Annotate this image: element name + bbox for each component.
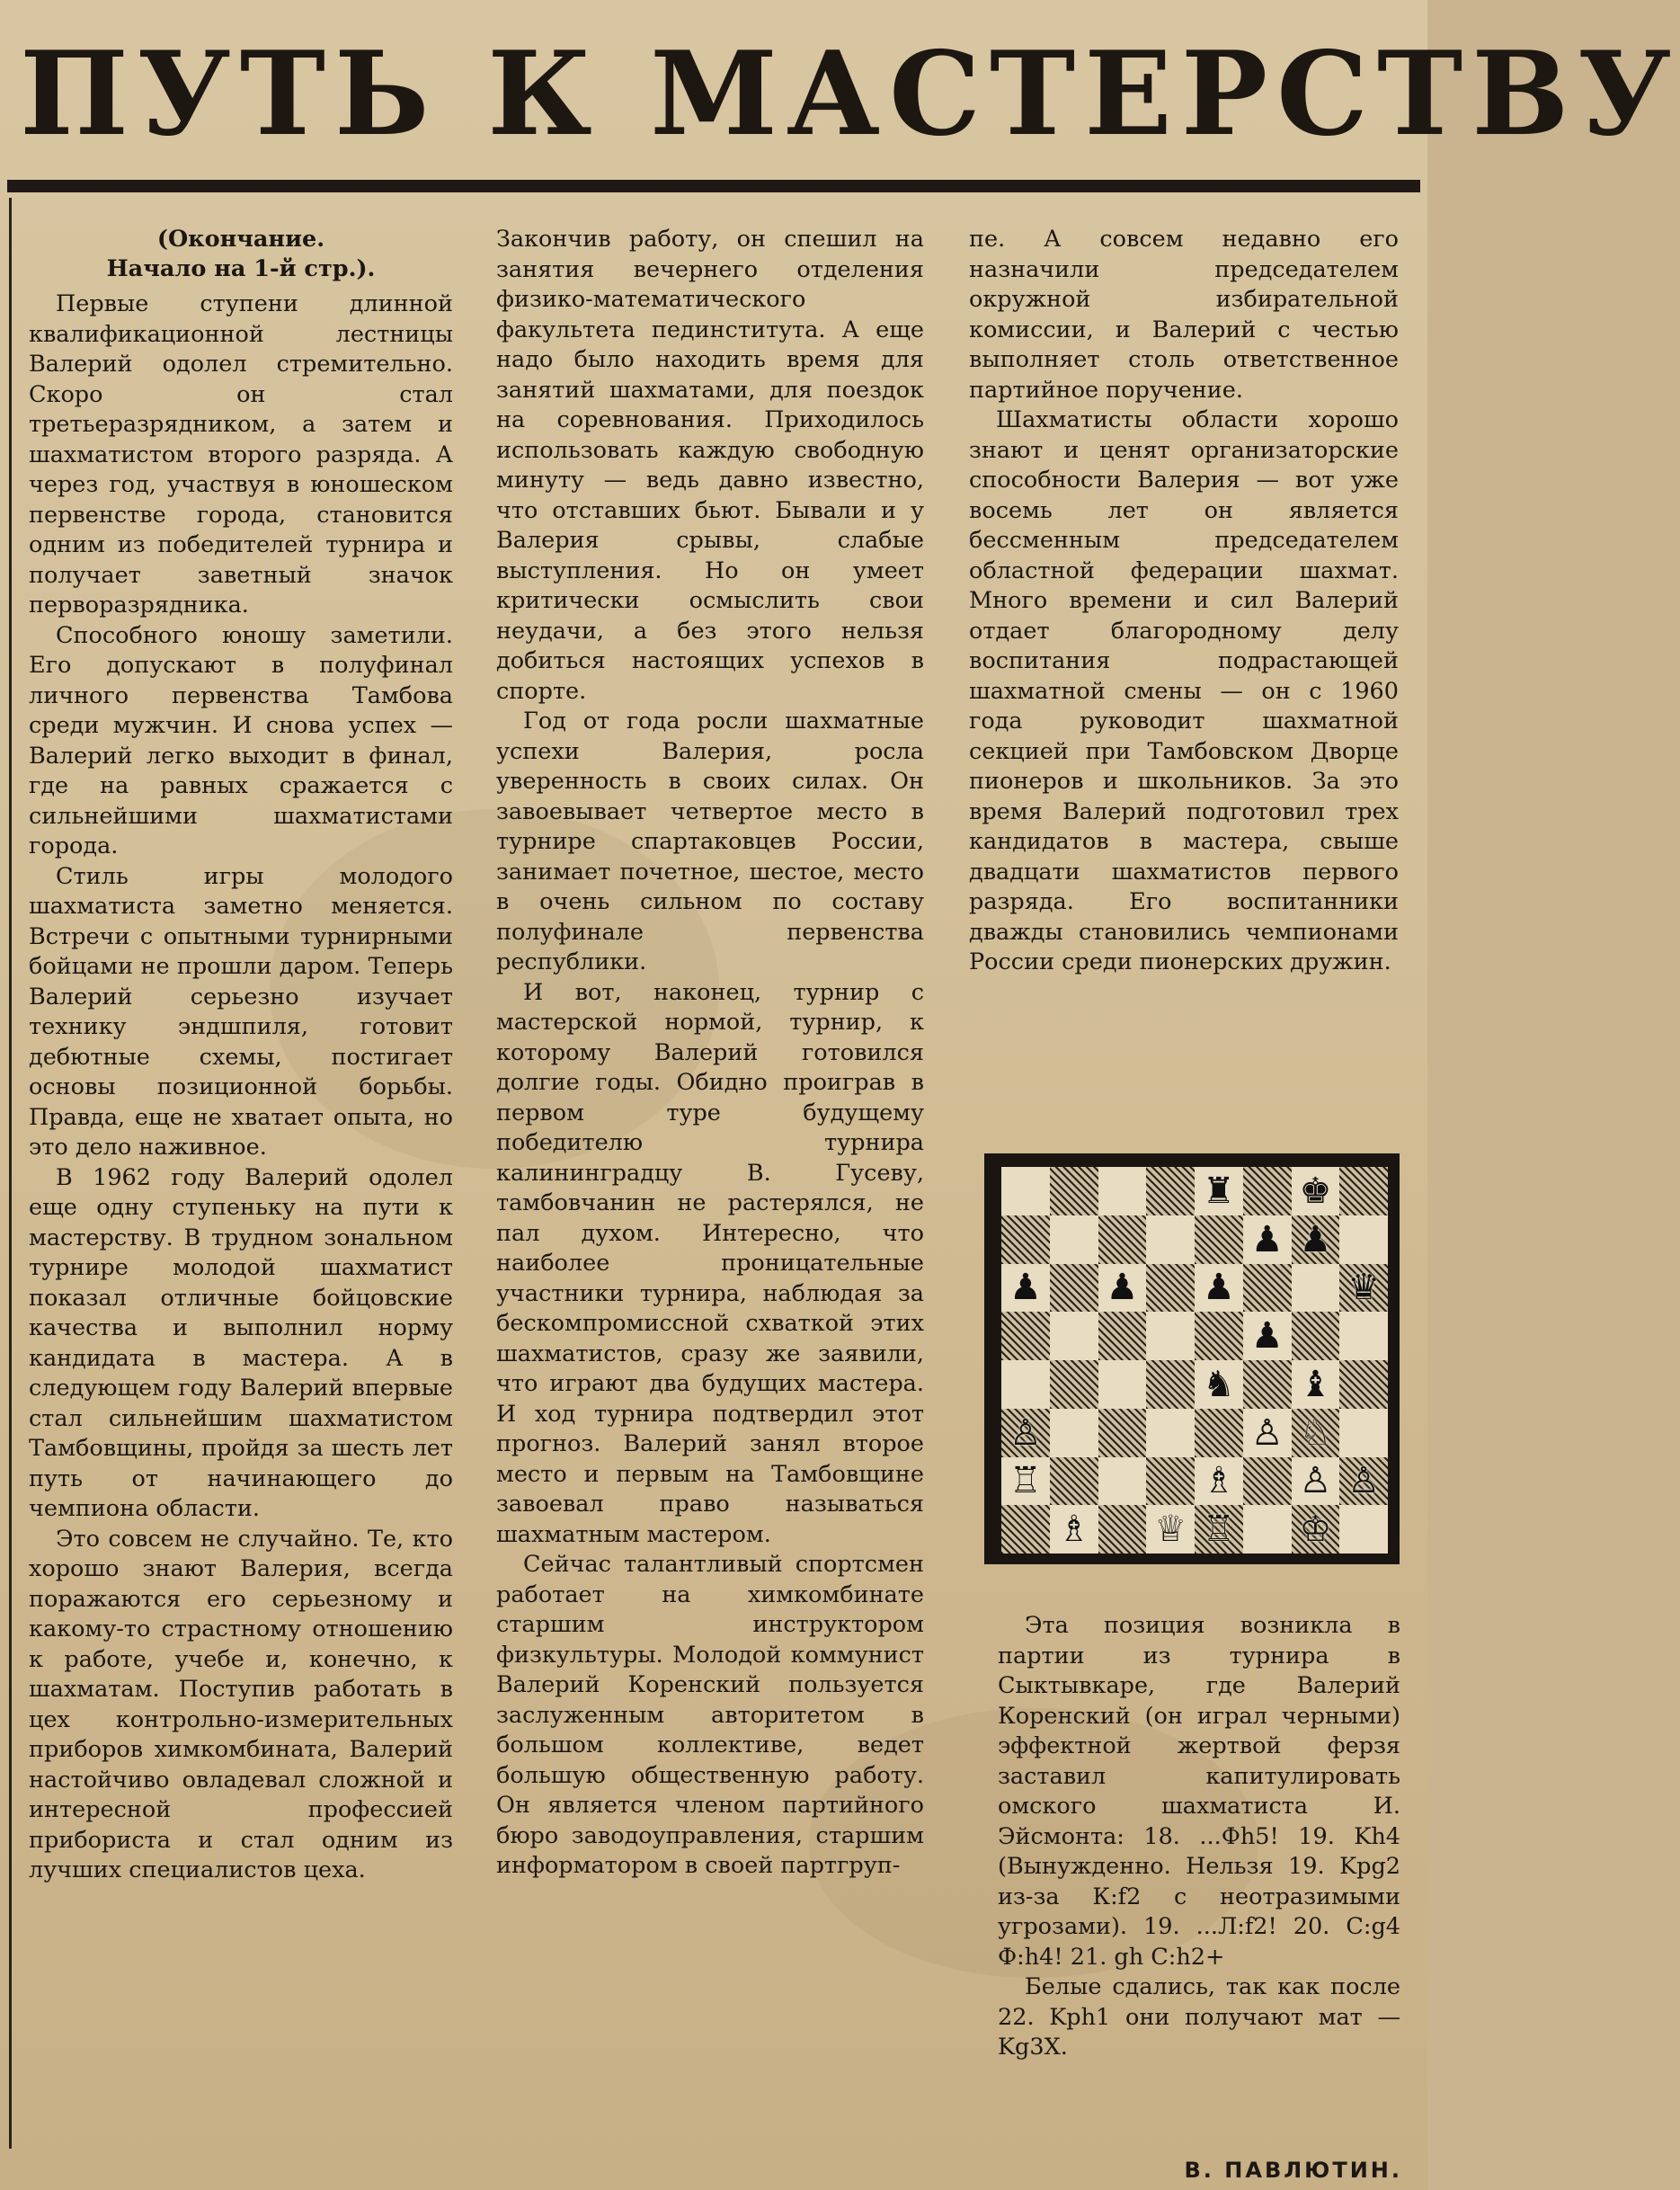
chess-piece: ♔ (1299, 1509, 1332, 1551)
board-square (1292, 1264, 1340, 1313)
paragraph: Первые ступени длинной квалификационной лестницы Валерий одолел стремительно. Скоро он стал третьеразрядником, а затем и шахматистом второго разряда. А через год, участвуя в юношеском первенстве города, становится одним из победителей турнира и получает заветный значок перворазрядника. (29, 290, 453, 619)
board-square (1195, 1409, 1243, 1457)
continuation-note-line-1: (Окончание. (156, 226, 325, 253)
article-column-2 (496, 225, 924, 1882)
board-square (1292, 1312, 1340, 1360)
board-square (1146, 1505, 1195, 1553)
chess-diagram (984, 1153, 1400, 1564)
left-frame-line (9, 198, 12, 2149)
board-square (1243, 1264, 1292, 1313)
board-square (1098, 1167, 1147, 1215)
board-square (1098, 1505, 1147, 1553)
chess-piece: ♟ (1106, 1267, 1139, 1309)
board-square (1243, 1505, 1292, 1553)
article-column-1 (29, 225, 453, 1886)
board-square (1195, 1264, 1243, 1313)
chess-piece: ♗ (1057, 1509, 1090, 1551)
paragraph: И вот, наконец, турнир с мастерской нормой, турнир, к которому Валерий готовился долгие годы. Обидно проиграв в первом туре будущему победителю турнира калининградцу В. Гусеву, тамбовчанин не растерялся, не пал духом. Интересно, что наиболее проницательные участники турнира, наблюдая за бескомпромиссной схваткой этих шахматистов, сразу же заявили, что играют два будущих мастера. И ход турнира подтвердил этот прогноз. Валерий занял второе место и первым на Тамбовщине завоевал право называться шахматным мастером. (496, 978, 924, 1548)
board-square (1098, 1215, 1147, 1264)
paragraph: Белые сдались, так как после 22. Kph1 они получают мат — Kg3X. (998, 1973, 1400, 2061)
chess-piece: ♟ (1299, 1218, 1332, 1260)
article-column-3 (969, 225, 1399, 978)
board-square (1195, 1215, 1243, 1264)
board-square (1001, 1167, 1050, 1215)
chess-piece: ♙ (1250, 1411, 1284, 1454)
board-square (1146, 1312, 1195, 1360)
board-square (1001, 1505, 1050, 1553)
board-square (1339, 1457, 1388, 1506)
headline: ПУТЬ К МАСТЕРСТВУ (20, 27, 1680, 162)
continuation-note (29, 225, 453, 284)
board-square (1146, 1457, 1195, 1506)
chess-piece: ♞ (1202, 1363, 1235, 1405)
board-square (1195, 1457, 1243, 1506)
board-square (1146, 1215, 1195, 1264)
board-square (1050, 1312, 1098, 1360)
board-square (1195, 1360, 1243, 1409)
diagram-commentary (998, 1611, 1400, 2063)
board-square (1195, 1167, 1243, 1215)
board-square (1146, 1409, 1195, 1457)
board-square (1339, 1167, 1388, 1215)
board-square (1001, 1409, 1050, 1457)
chess-piece: ♘ (1299, 1411, 1332, 1454)
board-square (1339, 1264, 1388, 1313)
board-square (1098, 1264, 1147, 1313)
paragraph: Стиль игры молодого шахматиста заметно меняется. Встречи с опытными турнирными бойцами не прошли даром. Теперь Валерий серьезно изучает технику эндшпиля, готовит дебютные схемы, постигает основы позиционной борьбы. Правда, еще не хватает опыта, но это дело наживное. (29, 862, 453, 1161)
board-square (1050, 1505, 1098, 1553)
board-square (1339, 1505, 1388, 1553)
board-square (1243, 1457, 1292, 1506)
chess-piece: ♙ (1009, 1411, 1042, 1454)
board-square (1001, 1457, 1050, 1506)
board-square (1001, 1264, 1050, 1313)
board-square (1001, 1360, 1050, 1409)
board-square (1098, 1312, 1147, 1360)
board-square (1098, 1360, 1147, 1409)
headline-rule (7, 180, 1420, 192)
board-square (1001, 1215, 1050, 1264)
board-square (1243, 1409, 1292, 1457)
chess-piece: ♙ (1347, 1460, 1381, 1502)
chess-piece: ♟ (1009, 1267, 1042, 1309)
board-square (1292, 1409, 1340, 1457)
chess-piece: ♜ (1202, 1170, 1235, 1212)
chess-piece: ♝ (1299, 1363, 1332, 1405)
author-signature: В. ПАВЛЮТИН. (1184, 2158, 1402, 2183)
board-square (1050, 1457, 1098, 1506)
chess-piece: ♟ (1202, 1267, 1235, 1309)
board-square (1050, 1360, 1098, 1409)
board-square (1243, 1312, 1292, 1360)
paragraph: Это совсем не случайно. Те, кто хорошо знают Валерия, всегда поражаются его серьезному и какому-то страстному отношению к работе, учебе и, конечно, к шахматам. Поступив работать в цех контрольно-измерительных приборов химкомбината, Валерий настойчиво овладевал сложной и интересной профессией прибориста и стал одним из лучших специалистов цеха. (29, 1525, 453, 1883)
chess-piece: ♙ (1299, 1460, 1332, 1502)
board-square (1146, 1167, 1195, 1215)
chess-piece: ♟ (1250, 1315, 1284, 1358)
chess-piece: ♖ (1202, 1509, 1235, 1551)
paragraph: Эта позиция возникла в партии из турнира в Сыктывкаре, где Валерий Коренский (он играл черными) эффектной жертвой ферзя заставил капитулировать омского шахматиста И. Эйсмонта: 18. ...Фh5! 19. Kh4 (Вынужденно. Нельзя 19. Kpg2 из-за К:f2 с неотразимыми угрозами). 19. ...Л:f2! 20. C:g4 Ф:h4! 21. gh C:h2+ (998, 1612, 1400, 1971)
board-square (1292, 1215, 1340, 1264)
chess-piece: ♗ (1202, 1460, 1235, 1502)
chess-piece: ♖ (1009, 1460, 1042, 1502)
paragraph: Сейчас талантливый спортсмен работает на химкомбинате старшим инструктором физкультуры. Молодой коммунист Валерий Коренский пользуется заслуженным авторитетом в большом коллективе, ведет большую общественную работу. Он является членом партийного бюро заводоуправления, старшим информатором в своей партгруп- (496, 1551, 924, 1879)
board-square (1195, 1505, 1243, 1553)
board-square (1292, 1505, 1340, 1553)
paragraph: Способного юношу заметили. Его допускают в полуфинал личного первенства Тамбова среди мужчин. И снова успех — Валерий легко выходит в финал, где на равных сражается с сильнейшими шахматистами города. (29, 621, 453, 859)
board-square (1243, 1215, 1292, 1264)
board-square (1243, 1167, 1292, 1215)
board-square (1339, 1215, 1388, 1264)
board-square (1050, 1409, 1098, 1457)
chess-piece: ♚ (1299, 1170, 1332, 1212)
board-square (1292, 1167, 1340, 1215)
board-square (1098, 1457, 1147, 1506)
board-square (1339, 1360, 1388, 1409)
board-square (1292, 1457, 1340, 1506)
paragraph: Шахматисты области хорошо знают и ценят организаторские способности Валерия — вот уже восемь лет он является бессменным председателем областной федерации шахмат. Много времени и сил Валерий отдает благородному делу воспитания подрастающей шахматной смены — он с 1960 года руководит шахматной секцией при Тамбовском Дворце пионеров и школьников. За это время Валерий подготовил трех кандидатов в мастера, свыше двадцати шахматистов первого разряда. Его воспитанники дважды становились чемпионами России среди пионерских дружин. (969, 406, 1399, 975)
chess-piece: ♟ (1250, 1218, 1284, 1260)
chess-board (999, 1164, 1391, 1556)
board-square (1146, 1360, 1195, 1409)
paragraph: Год от года росли шахматные успехи Валерия, росла уверенность в своих силах. Он завоевывает четвертое место в турнире спартаковцев России, занимает почетное, шестое, место в очень сильном по составу полуфинале первенства республики. (496, 708, 924, 975)
board-square (1001, 1312, 1050, 1360)
continuation-note-line-2: Начало на 1-й стр.). (106, 255, 376, 282)
board-square (1339, 1409, 1388, 1457)
board-square (1050, 1215, 1098, 1264)
board-square (1146, 1264, 1195, 1313)
chess-piece: ♛ (1347, 1267, 1381, 1309)
paragraph: пе. А совсем недавно его назначили председателем окружной избирательной комиссии, и Валерий с честью выполняет столь ответственное партийное поручение. (969, 226, 1399, 404)
board-square (1050, 1264, 1098, 1313)
paragraph: Закончив работу, он спешил на занятия вечернего отделения физико-математического факультета пединститута. А еще надо было находить время для занятий шахматами, для поездок на соревнования. Приходилось использовать каждую свободную минуту — ведь давно известно, что отставших бьют. Бывали и у Валерия срывы, слабые выступления. Но он умеет критически осмыслить свои неудачи, а без этого нельзя добиться настоящих успехов в спорте. (496, 226, 924, 705)
board-square (1292, 1360, 1340, 1409)
board-square (1339, 1312, 1388, 1360)
paragraph: В 1962 году Валерий одолел еще одну ступеньку на пути к мастерству. В трудном зональном турнире молодой шахматист показал отличные бойцовские качества и выполнил норму кандидата в мастера. А в следующем году Валерий впервые стал сильнейшим шахматистом Тамбовщины, пройдя за шесть лет путь от начинающего до чемпиона области. (29, 1163, 453, 1522)
chess-piece: ♕ (1154, 1509, 1187, 1551)
board-square (1195, 1312, 1243, 1360)
board-square (1098, 1409, 1147, 1457)
board-square (1050, 1167, 1098, 1215)
board-square (1243, 1360, 1292, 1409)
